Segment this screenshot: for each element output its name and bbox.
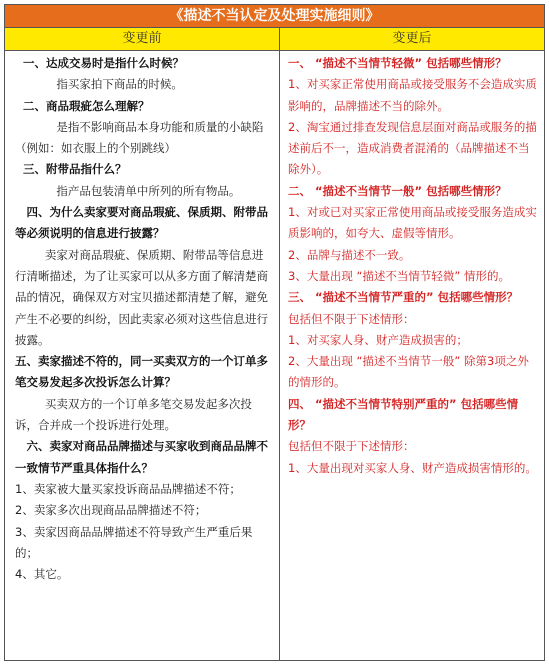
question-3: 三、附带品指什么？	[23, 162, 127, 177]
answer-5: 买卖双方的一个订单多笔交易发起多次投诉，合并成一个投诉进行处理。	[15, 396, 252, 433]
answer-4: 卖家对商品瑕疵、保质期、附带品等信息进行清晰描述，为了让买家可以从多方面了解清楚商品的情况，确保双方对宝贝描述都清楚了解，避免产生不必要的纠纷，因此卖家必须对这些信息进行披露。	[15, 247, 268, 347]
section-2-item-2: 2、品牌与描述不一致。	[288, 247, 411, 262]
table-title: 《描述不当认定及处理实施细则》	[5, 5, 544, 28]
answer-6-item-1: 1、卖家被大量买家投诉商品品牌描述不符；	[15, 481, 241, 496]
section-4-item-1: 1、大量出现对买家人身、财产造成损害情形的。	[288, 460, 537, 475]
section-4-heading: 四、 “描述不当情节特别严重的” 包括哪些情形？	[288, 396, 519, 433]
answer-6-item-2: 2、卖家多次出现商品品牌描述不符；	[15, 503, 207, 518]
section-2-item-3: 3、大量出现 “描述不当情节轻微” 情形的。	[288, 268, 511, 283]
header-after: 变更后	[280, 28, 544, 50]
answer-1: 指买家拍下商品的时候。	[56, 77, 183, 92]
section-3-item-1: 1、对买家人身、财产造成损害的；	[288, 332, 468, 347]
column-before	[5, 51, 280, 660]
question-4: 四、为什么卖家要对商品瑕疵、保质期、附带品等必须说明的信息进行披露？	[15, 205, 268, 241]
question-1: 一、达成交易时是指什么时候？	[23, 56, 184, 70]
section-1-item-2: 2、淘宝通过排查发现信息层面对商品或服务的描述前后不一，造成消费者混淆的（品牌描述不当除外）。	[288, 119, 537, 177]
answer-6-item-4: 4、其它。	[15, 567, 69, 582]
question-6: 六、卖家对商品品牌描述与买家收到商品品牌不一致情节严重具体指什么？	[15, 439, 268, 475]
section-1-heading: 一、 “描述不当情节轻微” 包括哪些情形？	[288, 56, 507, 70]
answer-3: 指产品包装清单中所列的所有物品。	[56, 183, 241, 198]
rules-table	[4, 4, 545, 661]
section-3-intro: 包括但不限于下述情形：	[288, 311, 415, 326]
column-after	[280, 51, 544, 660]
section-1-item-1: 1、对买家正常使用商品或接受服务不会造成实质影响的，品牌描述不当的除外。	[288, 77, 537, 113]
section-2-item-1: 1、对或已对买家正常使用商品或接受服务造成实质影响的，如夸大、虚假等情形。	[288, 205, 537, 241]
section-2-heading: 二、 “描述不当情节一般” 包括哪些情形？	[288, 183, 507, 198]
answer-2: 是指不影响商品本身功能和质量的小缺陷（例如：如衣服上的个别跳线）	[15, 119, 264, 156]
question-5: 五、卖家描述不符的，同一买卖双方的一个订单多笔交易发起多次投诉怎么计算？	[15, 354, 268, 390]
section-3-item-2: 2、大量出现 “描述不当情节一般” 除第3项之外的情形的。	[288, 354, 529, 390]
header-row	[5, 28, 544, 51]
section-4-intro: 包括但不限于下述情形：	[288, 439, 415, 454]
header-before: 变更前	[5, 28, 280, 50]
answer-6-item-3: 3、卖家因商品品牌描述不符导致产生严重后果的；	[15, 524, 253, 560]
section-3-heading: 三、 “描述不当情节严重的” 包括哪些情形？	[288, 290, 519, 305]
question-2: 二、商品瑕疵怎么理解？	[23, 98, 150, 113]
